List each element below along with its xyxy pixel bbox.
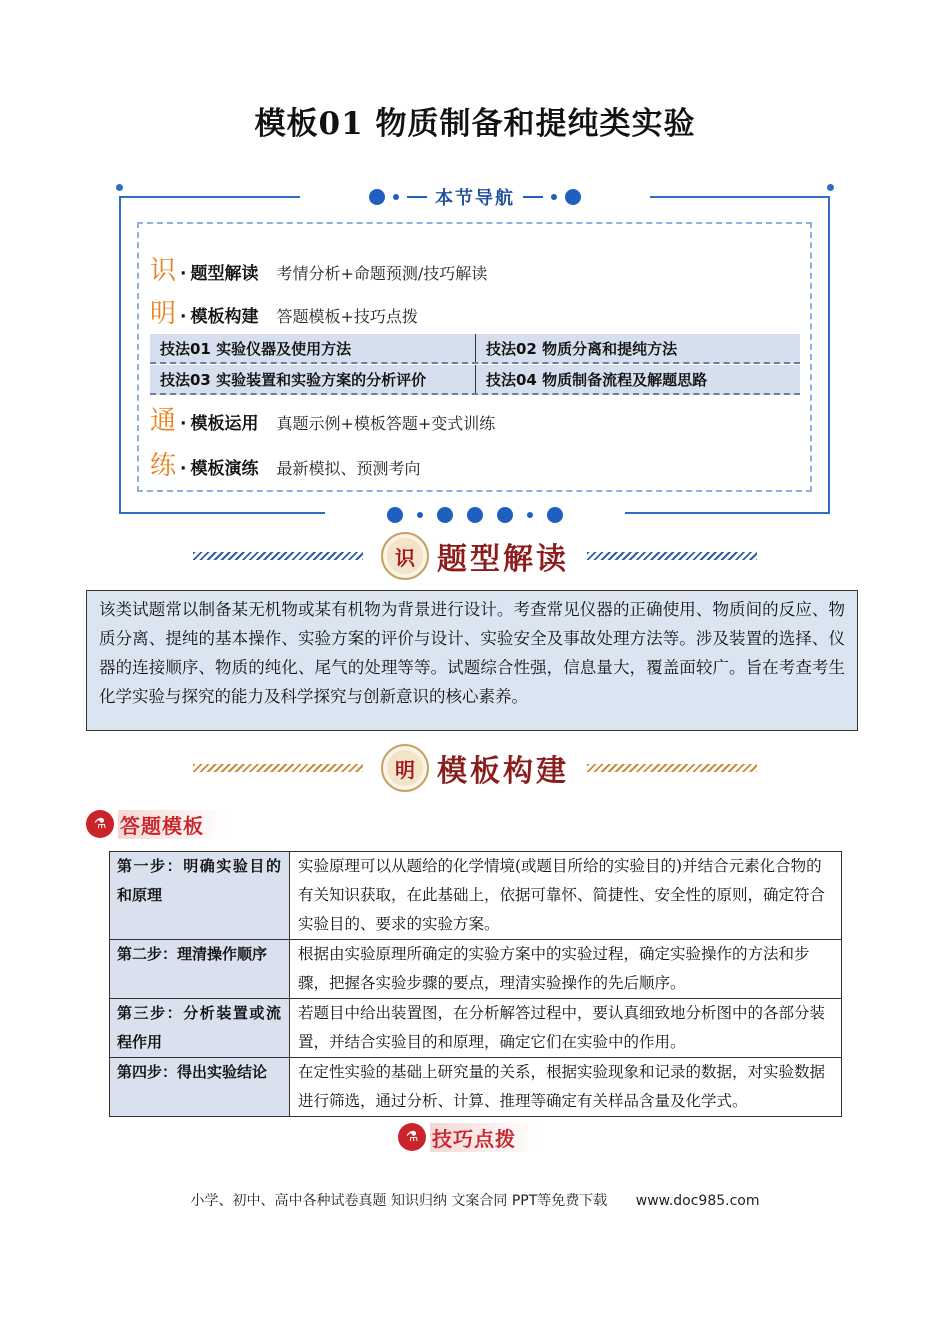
- corner-dot: [116, 184, 123, 191]
- dot-icon: [565, 189, 581, 205]
- nav-char: 明: [150, 299, 177, 329]
- nav-title: 模板运用: [190, 414, 259, 434]
- step-text: 若题目中给出装置图，在分析解答过程中，要认真细致地分析图中的各部分装置，并结合实验目的和原理，确定它们在实验中的作用。: [290, 999, 842, 1058]
- nav-header-label: 本节导航: [435, 188, 515, 209]
- section-banner-analysis: [0, 532, 950, 580]
- tag-label: 答题模板: [118, 810, 226, 839]
- line-icon: [407, 196, 427, 198]
- technique-01[interactable]: 技法01 实验仪器及使用方法: [160, 339, 352, 358]
- technique-row: [150, 334, 800, 364]
- line-icon: [523, 196, 543, 198]
- technique-03[interactable]: 技法03 实验装置和实验方案的分析评价: [160, 370, 427, 389]
- hatch-decoration: [193, 764, 363, 772]
- step-name: 第三步：分析装置或流程作用: [110, 999, 290, 1058]
- hatch-decoration: [587, 552, 757, 560]
- flask-icon: ⚗: [398, 1123, 426, 1151]
- section-banner-build: [0, 744, 950, 792]
- dot-icon: [497, 507, 513, 523]
- dot-icon: [417, 512, 423, 518]
- dot-icon: [437, 507, 453, 523]
- step-text: 根据由实验原理所确定的实验方案中的实验过程，确定实验操作的方法和步骤，把握各实验步骤的要点，理清实验操作的先后顺序。: [290, 940, 842, 999]
- nav-char: 练: [150, 451, 177, 481]
- technique-04[interactable]: 技法04 物质制备流程及解题思路: [475, 365, 800, 393]
- nav-title: 题型解读: [190, 264, 259, 284]
- nav-title: 模板构建: [190, 307, 259, 327]
- step-text: 实验原理可以从题给的化学情境(或题目所给的实验目的)并结合元素化合物的有关知识获取，在此基础上，依据可靠怀、简捷性、安全性的原则，确定符合实验目的、要求的实验方案。: [290, 852, 842, 940]
- dot-icon: [369, 189, 385, 205]
- table-row: [110, 852, 842, 940]
- step-name: 第二步：理清操作顺序: [110, 940, 290, 999]
- technique-02[interactable]: 技法02 物质分离和提纯方法: [475, 334, 800, 362]
- page-title: 模板01 物质制备和提纯类实验: [254, 106, 696, 142]
- page-footer: [0, 1190, 950, 1210]
- nav-item-identify[interactable]: 识 · 题型解读 考情分析+命题预测/技巧解读: [150, 250, 487, 287]
- seal-icon: 明: [381, 744, 429, 792]
- nav-footer-dots: [325, 504, 625, 526]
- tag-label: 技巧点拨: [430, 1123, 538, 1152]
- dot-icon: [547, 507, 563, 523]
- answer-template-tag: [86, 809, 226, 839]
- nav-desc: 真题示例+模板答题+变式训练: [276, 414, 496, 433]
- section-title: 模板构建: [437, 754, 569, 789]
- nav-title: 模板演练: [190, 459, 259, 479]
- dot-icon: [527, 512, 533, 518]
- hatch-decoration: [193, 552, 363, 560]
- nav-item-apply[interactable]: 通 · 模板运用 真题示例+模板答题+变式训练: [150, 400, 495, 437]
- nav-desc: 答题模板+技巧点拨: [276, 307, 418, 326]
- nav-item-practice[interactable]: 练 · 模板演练 最新模拟、预测考向: [150, 445, 421, 482]
- technique-row: [150, 365, 800, 395]
- flask-icon: ⚗: [86, 810, 114, 838]
- hatch-decoration: [587, 764, 757, 772]
- nav-char: 通: [150, 406, 177, 436]
- nav-item-build[interactable]: 明 · 模板构建 答题模板+技巧点拨: [150, 293, 418, 330]
- corner-dot: [827, 184, 834, 191]
- nav-header: [300, 180, 650, 214]
- steps-table: [109, 851, 842, 1117]
- dot-icon: [551, 194, 557, 200]
- nav-desc: 考情分析+命题预测/技巧解读: [276, 264, 488, 283]
- intro-text: 该类试题常以制备某无机物或某有机物为背景进行设计。考查常见仪器的正确使用、物质间的反应、物质分离、提纯的基本操作、实验方案的评价与设计、实验安全及事故处理方法等。涉及装置的选择、仪器的连接顺序、物质的纯化、尾气的处理等等。试题综合性强，信息量大，覆盖面较广。旨在考查考生化学实验与探究的能力及科学探究与创新意识的核心素养。: [86, 590, 858, 731]
- table-row: [110, 999, 842, 1058]
- table-row: [110, 940, 842, 999]
- seal-icon: 识: [381, 532, 429, 580]
- dot-icon: [387, 507, 403, 523]
- tips-tag: [398, 1122, 538, 1152]
- dot-icon: [393, 194, 399, 200]
- dot-icon: [467, 507, 483, 523]
- step-name: 第一步：明确实验目的和原理: [110, 852, 290, 940]
- table-row: [110, 1058, 842, 1117]
- step-text: 在定性实验的基础上研究量的关系，根据实验现象和记录的数据，对实验数据进行筛选，通过分析、计算、推理等确定有关样品含量及化学式。: [290, 1058, 842, 1117]
- nav-desc: 最新模拟、预测考向: [276, 459, 421, 478]
- section-title: 题型解读: [437, 542, 569, 577]
- step-name: 第四步：得出实验结论: [110, 1058, 290, 1117]
- footer-link[interactable]: www.doc985.com: [635, 1193, 760, 1209]
- footer-text: 小学、初中、高中各种试卷真题 知识归纳 文案合同 PPT等免费下载: [190, 1193, 608, 1209]
- nav-char: 识: [150, 256, 177, 286]
